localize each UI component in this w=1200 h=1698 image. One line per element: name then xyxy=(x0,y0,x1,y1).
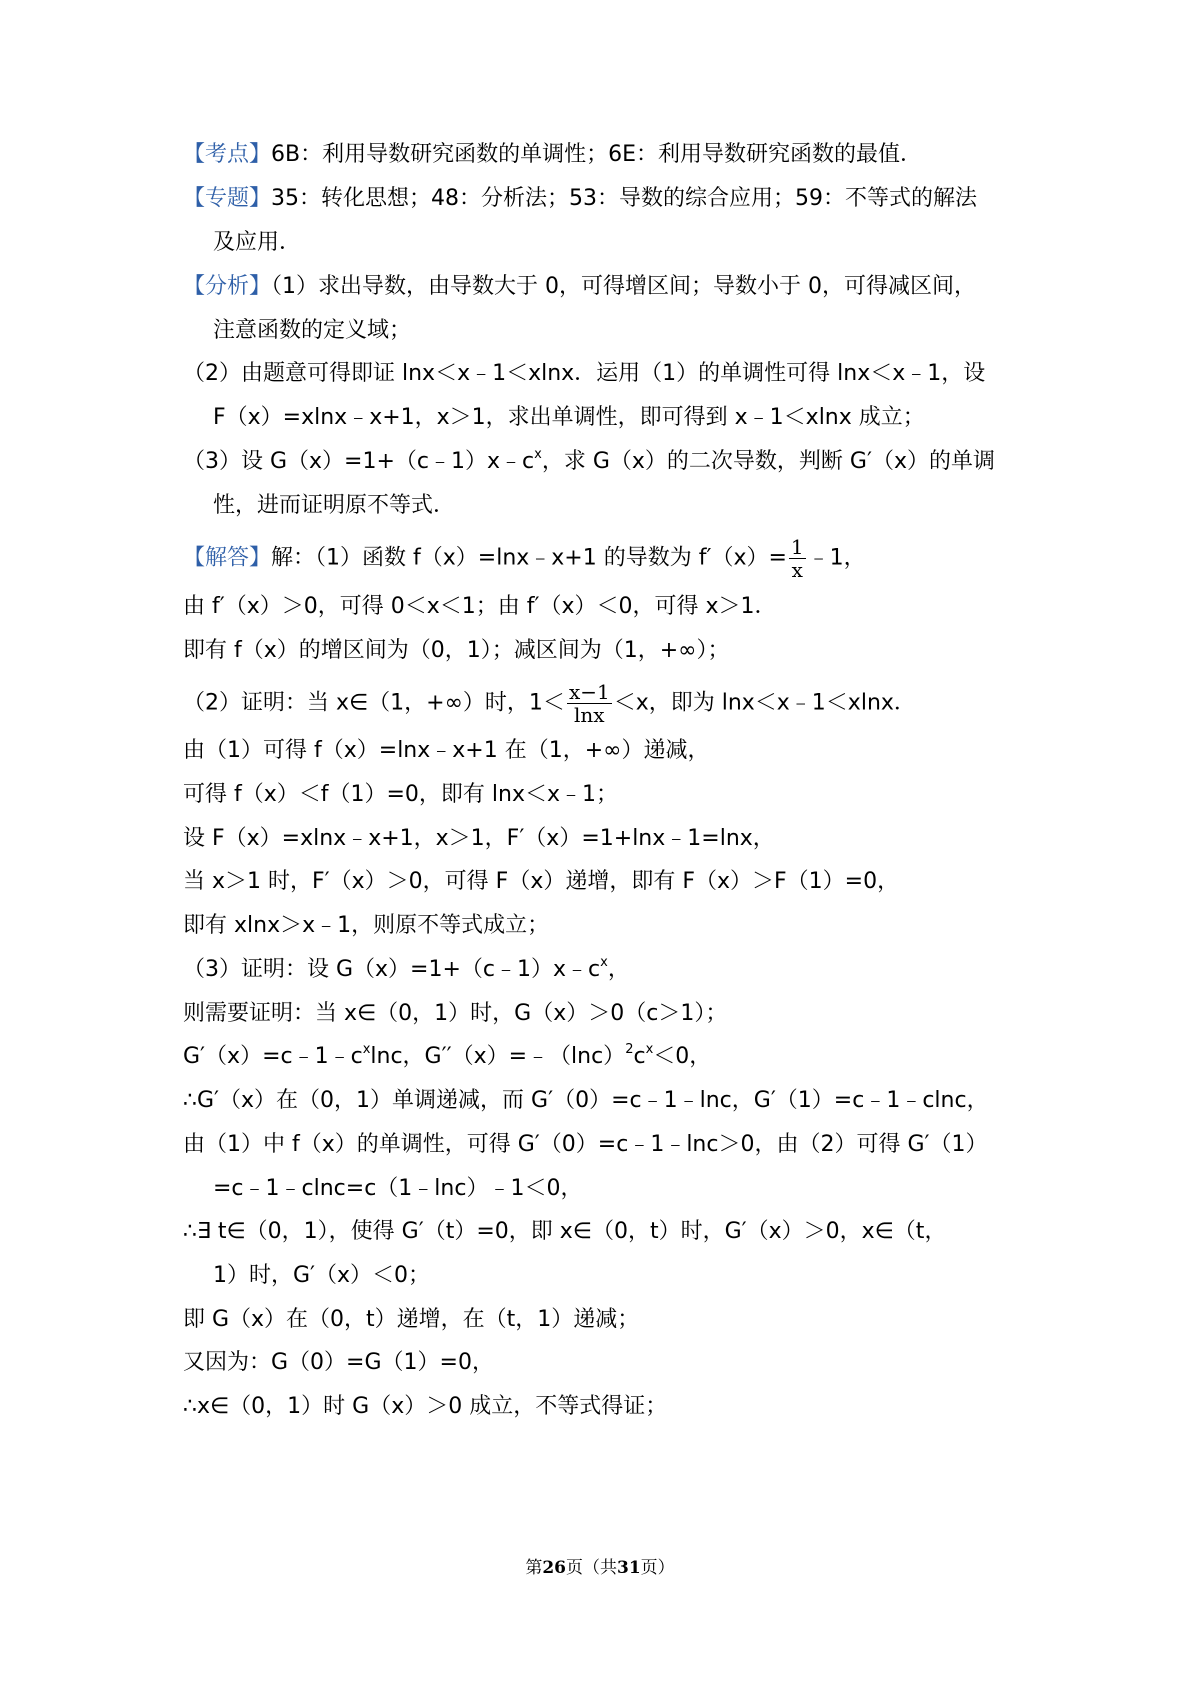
solution-line-13: ∴G′（x）在（0，1）单调递减，而 G′（0）=c﹣1﹣lnc，G′（1）=c﹣1﹣clnc， xyxy=(183,1088,989,1113)
solution-line-16: ∴∃ t∈（0，1），使得 G′（t）=0，即 x∈（0，t）时，G′（x）＞0，x∈（t， xyxy=(183,1219,947,1244)
zhuanti-text-1: 35：转化思想；48：分析法；53：导数的综合应用；59：不等式的解法 xyxy=(271,186,977,211)
solution-line-18: 即 G（x）在（0，t）递增，在（t，1）递减； xyxy=(183,1307,640,1332)
solution-line-11: 则需要证明：当 x∈（0，1）时，G（x）＞0（c＞1）； xyxy=(183,1001,728,1026)
solution-line-12 xyxy=(183,1041,711,1073)
fenxi-5-superscript: x xyxy=(534,447,542,462)
fenxi-text-5 xyxy=(183,446,995,478)
solution-line-10 xyxy=(183,954,630,986)
fraction-denominator: lnx xyxy=(574,703,605,727)
line-10-part-a: （3）证明：设 G（x）=1+（c﹣1）x﹣c xyxy=(183,957,601,982)
line-10-superscript: x xyxy=(600,955,608,970)
line-12-part-a: G′（x）=c﹣1﹣c xyxy=(183,1044,363,1069)
fenxi-line xyxy=(183,271,976,303)
line-4-part-b: ＜x，即为 lnx＜x﹣1＜xlnx． xyxy=(613,690,916,716)
solution-line-5: 由（1）可得 f（x）=lnx﹣x+1 在（1，+∞）递减， xyxy=(183,738,710,763)
solution-line-2: 由 f′（x）＞0，可得 0＜x＜1；由 f′（x）＜0，可得 x＞1． xyxy=(183,594,777,619)
solution-line-7: 设 F（x）=xlnx﹣x+1，x＞1，F′（x）=1+lnx﹣1=lnx， xyxy=(183,826,775,851)
page-footer xyxy=(0,1556,1200,1580)
zhuanti-tag: 【专题】 xyxy=(183,186,272,211)
solution-line-4 xyxy=(183,681,916,726)
line-4-part-a: （2）证明：当 x∈（1，+∞）时，1＜ xyxy=(183,690,565,716)
solution-line-17: 1）时，G′（x）＜0； xyxy=(213,1263,431,1288)
fraction-denominator: x xyxy=(791,558,803,582)
footer-middle: 页（共 xyxy=(566,1558,617,1578)
fraction-numerator: x−1 xyxy=(568,680,610,704)
line-12-superscript-1: x xyxy=(362,1042,371,1057)
solution-line-20: ∴x∈（0，1）时 G（x）＞0 成立，不等式得证； xyxy=(183,1394,668,1419)
solution-line-14: 由（1）中 f（x）的单调性，可得 G′（0）=c﹣1﹣lnc＞0，由（2）可得 G′（1） xyxy=(183,1132,988,1157)
solution-line-8: 当 x＞1 时，F′（x）＞0，可得 F（x）递增，即有 F（x）＞F（1）=0， xyxy=(183,869,900,894)
solution-line-3: 即有 f（x）的增区间为（0，1）；减区间为（1，+∞）； xyxy=(183,638,730,663)
jieda-1-part-a: 解：（1）函数 f（x）=lnx﹣x+1 的导数为 f′（x）= xyxy=(271,545,787,571)
fraction-x-minus-1-over-lnx xyxy=(567,681,612,726)
line-10-part-b: ， xyxy=(607,957,630,982)
fraction-numerator: 1 xyxy=(790,535,804,559)
fenxi-5-part-b: ，求 G（x）的二次导数，判断 G′（x）的单调 xyxy=(541,449,995,474)
fenxi-5-part-a: （3）设 G（x）=1+（c﹣1）x﹣c xyxy=(183,449,535,474)
solution-line-9: 即有 xlnx＞x﹣1，则原不等式成立； xyxy=(183,913,550,938)
jieda-line xyxy=(183,536,866,581)
line-12-part-b: lnc，G′′（x）=﹣（lnc） xyxy=(370,1044,626,1069)
zhuanti-line xyxy=(183,183,977,215)
kaodian-tag: 【考点】 xyxy=(183,142,272,167)
footer-total-pages: 31 xyxy=(617,1558,641,1578)
solution-line-19: 又因为：G（0）=G（1）=0， xyxy=(183,1350,494,1375)
fenxi-tag: 【分析】 xyxy=(183,274,272,299)
fraction-1-over-x xyxy=(789,536,806,581)
line-12-superscript-2: 2 xyxy=(625,1042,634,1057)
fenxi-text-4: F（x）=xlnx﹣x+1，x＞1，求出单调性，即可得到 x﹣1＜xlnx 成立； xyxy=(213,405,925,430)
fenxi-text-6: 性，进而证明原不等式． xyxy=(213,493,456,518)
footer-page-number: 26 xyxy=(542,1558,566,1578)
solution-line-15: =c﹣1﹣clnc=c（1﹣lnc）﹣1＜0， xyxy=(213,1176,583,1201)
line-12-superscript-3: x xyxy=(645,1042,654,1057)
kaodian-line xyxy=(183,139,922,171)
line-12-part-d: ＜0， xyxy=(653,1044,712,1069)
jieda-tag: 【解答】 xyxy=(183,545,272,571)
line-12-part-c: c xyxy=(633,1044,646,1069)
solution-line-6: 可得 f（x）＜f（1）=0，即有 lnx＜x﹣1； xyxy=(183,782,619,807)
fenxi-text-2: 注意函数的定义域； xyxy=(213,318,412,343)
zhuanti-text-2: 及应用． xyxy=(213,230,302,255)
jieda-1-part-b: ﹣1， xyxy=(807,545,866,571)
fenxi-text-1: （1）求出导数，由导数大于 0，可得增区间；导数小于 0，可得减区间， xyxy=(271,274,976,299)
footer-prefix: 第 xyxy=(525,1558,543,1578)
kaodian-text: 6B：利用导数研究函数的单调性；6E：利用导数研究函数的最值． xyxy=(271,142,923,167)
fenxi-text-3: （2）由题意可得即证 lnx＜x﹣1＜xlnx．运用（1）的单调性可得 lnx＜x﹣1，设 xyxy=(183,361,986,386)
footer-suffix: 页） xyxy=(640,1558,675,1578)
